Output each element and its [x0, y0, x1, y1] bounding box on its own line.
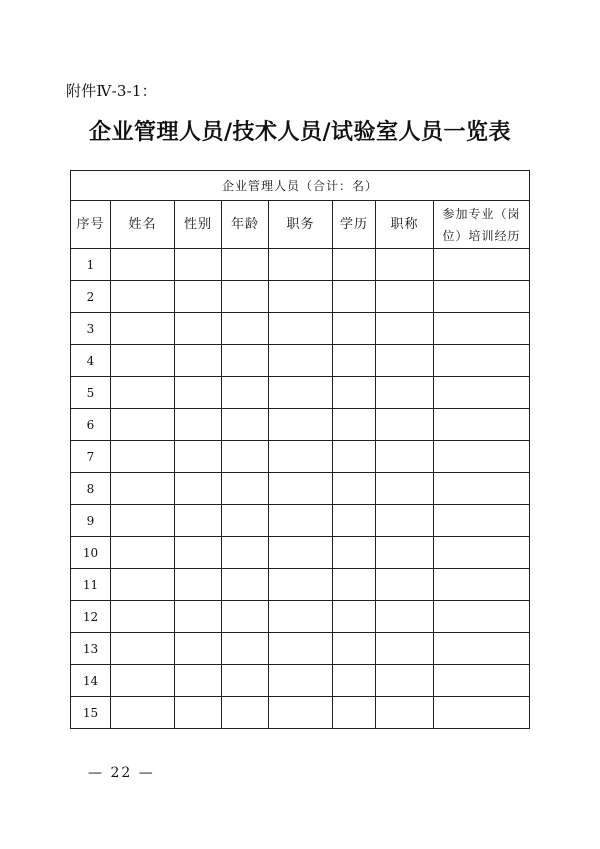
gender-cell[interactable] — [175, 473, 222, 505]
header-title: 职称 — [376, 201, 434, 249]
gender-cell[interactable] — [175, 697, 222, 729]
position-cell[interactable] — [269, 377, 333, 409]
table-row — [71, 281, 530, 313]
title-cell[interactable] — [376, 633, 434, 665]
name-cell[interactable] — [111, 633, 175, 665]
training-cell[interactable] — [434, 537, 530, 569]
row-number-cell: 3 — [71, 313, 111, 345]
training-cell[interactable] — [434, 601, 530, 633]
name-cell[interactable] — [111, 377, 175, 409]
training-cell[interactable] — [434, 633, 530, 665]
training-cell[interactable] — [434, 345, 530, 377]
table-row — [71, 345, 530, 377]
name-cell[interactable] — [111, 441, 175, 473]
name-cell[interactable] — [111, 281, 175, 313]
age-cell[interactable] — [222, 633, 269, 665]
header-no: 序号 — [71, 201, 111, 249]
age-cell[interactable] — [222, 313, 269, 345]
table-row — [71, 473, 530, 505]
gender-cell[interactable] — [175, 345, 222, 377]
position-cell[interactable] — [269, 665, 333, 697]
header-name: 姓名 — [111, 201, 175, 249]
table-row — [71, 377, 530, 409]
training-cell[interactable] — [434, 697, 530, 729]
position-cell[interactable] — [269, 281, 333, 313]
title-cell[interactable] — [376, 345, 434, 377]
table-caption: 企业管理人员（合计：名） — [71, 171, 530, 201]
row-number-cell: 2 — [71, 281, 111, 313]
title-cell[interactable] — [376, 697, 434, 729]
table-row — [71, 569, 530, 601]
table-row — [71, 537, 530, 569]
table-row — [71, 601, 530, 633]
row-number-cell: 12 — [71, 601, 111, 633]
table-row — [71, 665, 530, 697]
training-cell[interactable] — [434, 505, 530, 537]
age-cell[interactable] — [222, 249, 269, 281]
education-cell[interactable] — [333, 473, 376, 505]
position-cell[interactable] — [269, 409, 333, 441]
header-age: 年龄 — [222, 201, 269, 249]
title-cell[interactable] — [376, 249, 434, 281]
header-position: 职务 — [269, 201, 333, 249]
table-row — [71, 505, 530, 537]
personnel-table — [70, 170, 530, 729]
title-cell[interactable] — [376, 441, 434, 473]
name-cell[interactable] — [111, 505, 175, 537]
title-cell[interactable] — [376, 409, 434, 441]
name-cell[interactable] — [111, 665, 175, 697]
age-cell[interactable] — [222, 537, 269, 569]
position-cell[interactable] — [269, 249, 333, 281]
gender-cell[interactable] — [175, 281, 222, 313]
gender-cell[interactable] — [175, 569, 222, 601]
training-cell[interactable] — [434, 665, 530, 697]
training-cell[interactable] — [434, 313, 530, 345]
gender-cell[interactable] — [175, 505, 222, 537]
table-row — [71, 409, 530, 441]
gender-cell[interactable] — [175, 377, 222, 409]
row-number-cell: 10 — [71, 537, 111, 569]
row-number-cell: 8 — [71, 473, 111, 505]
age-cell[interactable] — [222, 665, 269, 697]
education-cell[interactable] — [333, 409, 376, 441]
table-row — [71, 441, 530, 473]
age-cell[interactable] — [222, 377, 269, 409]
position-cell[interactable] — [269, 313, 333, 345]
position-cell[interactable] — [269, 505, 333, 537]
education-cell[interactable] — [333, 697, 376, 729]
education-cell[interactable] — [333, 441, 376, 473]
age-cell[interactable] — [222, 569, 269, 601]
name-cell[interactable] — [111, 313, 175, 345]
position-cell[interactable] — [269, 537, 333, 569]
name-cell[interactable] — [111, 409, 175, 441]
position-cell[interactable] — [269, 569, 333, 601]
row-number-cell: 11 — [71, 569, 111, 601]
name-cell[interactable] — [111, 249, 175, 281]
training-cell[interactable] — [434, 569, 530, 601]
education-cell[interactable] — [333, 633, 376, 665]
name-cell[interactable] — [111, 537, 175, 569]
page-number: — 22 — — [88, 765, 155, 781]
row-number-cell: 14 — [71, 665, 111, 697]
position-cell[interactable] — [269, 601, 333, 633]
education-cell[interactable] — [333, 249, 376, 281]
name-cell[interactable] — [111, 601, 175, 633]
name-cell[interactable] — [111, 345, 175, 377]
position-cell[interactable] — [269, 633, 333, 665]
position-cell[interactable] — [269, 345, 333, 377]
title-cell[interactable] — [376, 601, 434, 633]
age-cell[interactable] — [222, 281, 269, 313]
education-cell[interactable] — [333, 313, 376, 345]
page-title: 企业管理人员/技术人员/试验室人员一览表 — [88, 119, 512, 145]
gender-cell[interactable] — [175, 409, 222, 441]
gender-cell[interactable] — [175, 537, 222, 569]
age-cell[interactable] — [222, 345, 269, 377]
row-number-cell: 6 — [71, 409, 111, 441]
table-row — [71, 313, 530, 345]
name-cell[interactable] — [111, 569, 175, 601]
gender-cell[interactable] — [175, 249, 222, 281]
title-cell[interactable] — [376, 313, 434, 345]
title-cell[interactable] — [376, 665, 434, 697]
title-cell[interactable] — [376, 537, 434, 569]
training-cell[interactable] — [434, 249, 530, 281]
education-cell[interactable] — [333, 505, 376, 537]
table-row — [71, 633, 530, 665]
title-cell[interactable] — [376, 377, 434, 409]
education-cell[interactable] — [333, 537, 376, 569]
name-cell[interactable] — [111, 697, 175, 729]
gender-cell[interactable] — [175, 633, 222, 665]
row-number-cell: 13 — [71, 633, 111, 665]
title-cell[interactable] — [376, 473, 434, 505]
training-cell[interactable] — [434, 281, 530, 313]
age-cell[interactable] — [222, 441, 269, 473]
header-training: 参加专业（岗位）培训经历 — [434, 201, 530, 249]
education-cell[interactable] — [333, 281, 376, 313]
row-number-cell: 15 — [71, 697, 111, 729]
table-header-row — [71, 201, 530, 249]
education-cell[interactable] — [333, 569, 376, 601]
age-cell[interactable] — [222, 505, 269, 537]
education-cell[interactable] — [333, 377, 376, 409]
age-cell[interactable] — [222, 601, 269, 633]
training-cell[interactable] — [434, 473, 530, 505]
row-number-cell: 5 — [71, 377, 111, 409]
gender-cell[interactable] — [175, 665, 222, 697]
attachment-label: 附件Ⅳ-3-1： — [66, 82, 157, 100]
table-row — [71, 697, 530, 729]
position-cell[interactable] — [269, 473, 333, 505]
education-cell[interactable] — [333, 601, 376, 633]
row-number-cell: 4 — [71, 345, 111, 377]
row-number-cell: 9 — [71, 505, 111, 537]
title-cell[interactable] — [376, 569, 434, 601]
training-cell[interactable] — [434, 441, 530, 473]
training-cell[interactable] — [434, 377, 530, 409]
position-cell[interactable] — [269, 697, 333, 729]
position-cell[interactable] — [269, 441, 333, 473]
age-cell[interactable] — [222, 409, 269, 441]
table-row — [71, 249, 530, 281]
education-cell[interactable] — [333, 665, 376, 697]
gender-cell[interactable] — [175, 313, 222, 345]
age-cell[interactable] — [222, 473, 269, 505]
row-number-cell: 1 — [71, 249, 111, 281]
gender-cell[interactable] — [175, 441, 222, 473]
header-gender: 性别 — [175, 201, 222, 249]
title-cell[interactable] — [376, 505, 434, 537]
name-cell[interactable] — [111, 473, 175, 505]
title-cell[interactable] — [376, 281, 434, 313]
header-education: 学历 — [333, 201, 376, 249]
row-number-cell: 7 — [71, 441, 111, 473]
gender-cell[interactable] — [175, 601, 222, 633]
education-cell[interactable] — [333, 345, 376, 377]
age-cell[interactable] — [222, 697, 269, 729]
training-cell[interactable] — [434, 409, 530, 441]
